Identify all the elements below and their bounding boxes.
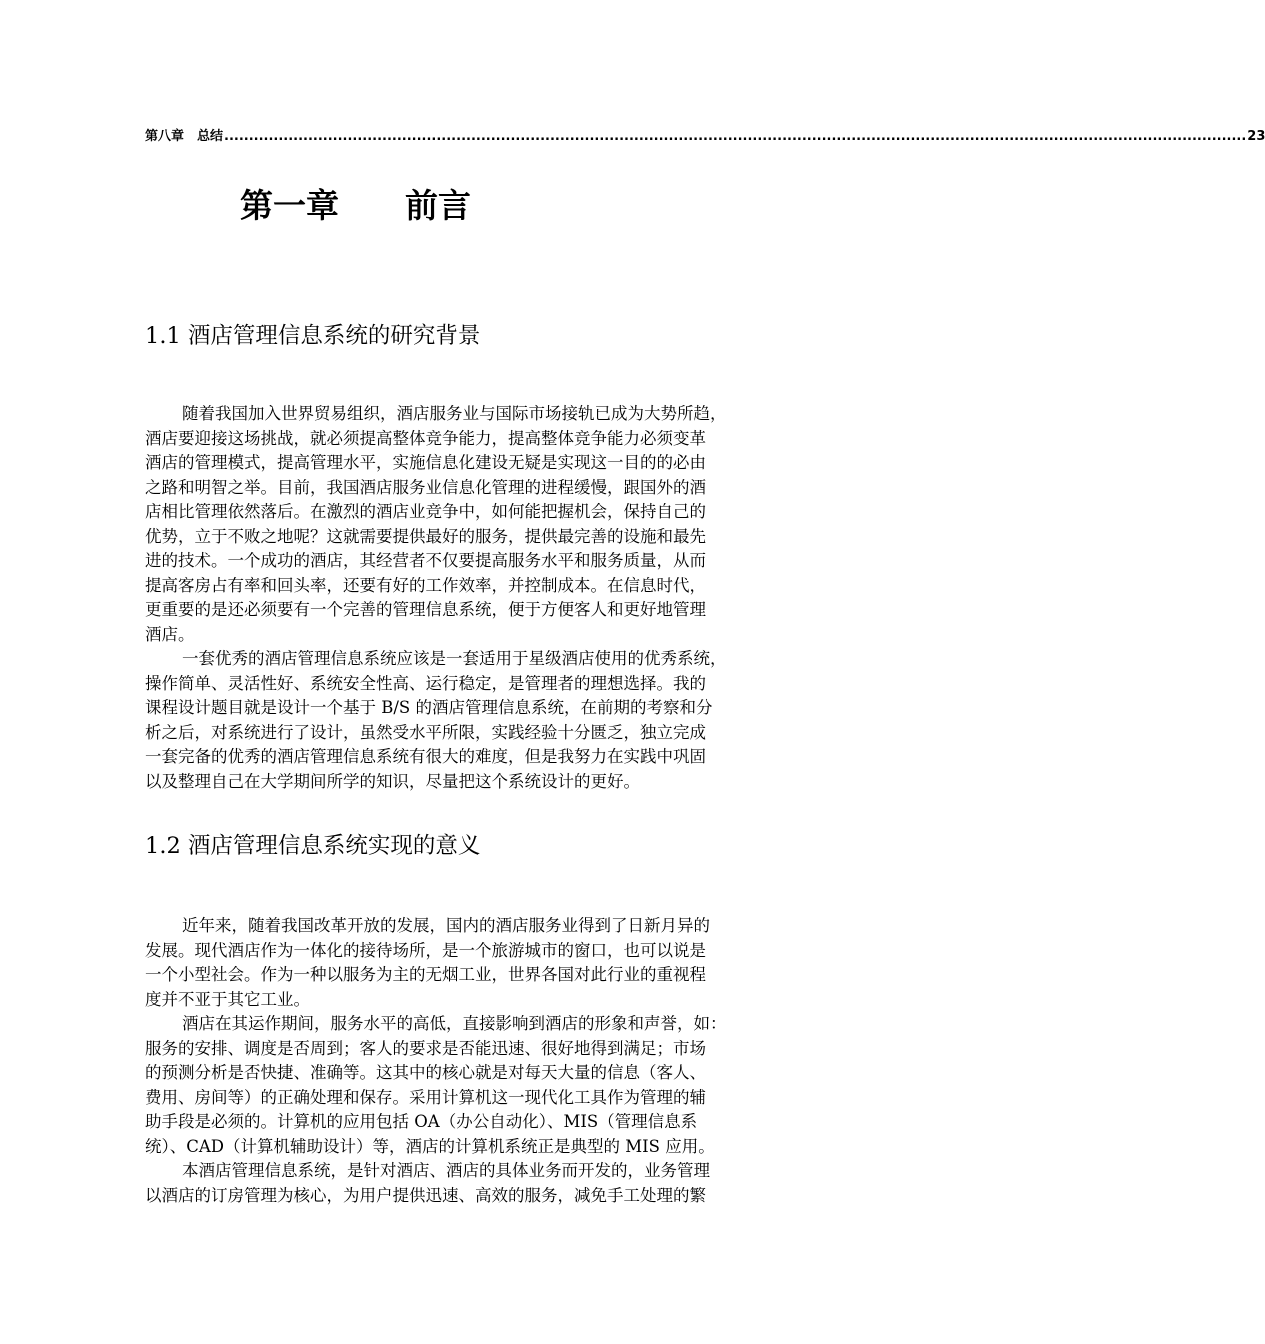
text-line: 一套优秀的酒店管理信息系统应该是一套适用于星级酒店使用的优秀系统， — [182, 649, 727, 668]
toc-page-number: 23 — [1247, 129, 1265, 144]
text-line: 进的技术。一个成功的酒店，其经营者不仅要提高服务水平和服务质量，从而 — [145, 551, 706, 570]
text-line: 度并不亚于其它工业。 — [145, 989, 310, 1009]
paragraph — [145, 402, 825, 647]
text-line: 酒店要迎接这场挑战，就必须提高整体竞争能力，提高整体竞争能力必须变革 — [145, 428, 706, 448]
text-line: 更重要的是还必须要有一个完善的管理信息系统，便于方便客人和更好地管理 — [145, 600, 706, 619]
text-line: 操作简单、灵活性好、系统安全性高、运行稳定，是管理者的理想选择。我的 — [145, 673, 706, 693]
text-line: 店相比管理依然落后。在激烈的酒店业竞争中，如何能把握机会，保持自己的 — [145, 502, 706, 521]
text-line: 随着我国加入世界贸易组织，酒店服务业与国际市场接轨已成为大势所趋， — [182, 404, 727, 423]
text-line: 一套完备的优秀的酒店管理信息系统有很大的难度，但是我努力在实践中巩固 — [145, 747, 706, 766]
text-line: 酒店的管理模式，提高管理水平，实施信息化建设无疑是实现这一目的的必由 — [145, 453, 706, 472]
text-line: 助手段是必须的。计算机的应用包括 OA（办公自动化）、MIS（管理信息系 — [145, 1112, 698, 1131]
text-line: 酒店。 — [145, 624, 195, 644]
text-line: 以酒店的订房管理为核心，为用户提供迅速、高效的服务，减免手工处理的繁 — [145, 1185, 706, 1205]
text-line: 之路和明智之举。目前，我国酒店服务业信息化管理的进程缓慢，跟国外的酒 — [145, 477, 706, 497]
toc-entry-title: 第八章 总结 — [145, 129, 224, 144]
text-line: 酒店在其运作期间，服务水平的高低，直接影响到酒店的形象和声誉，如： — [182, 1014, 727, 1033]
section-body — [145, 402, 825, 794]
text-line: 一个小型社会。作为一种以服务为主的无烟工业，世界各国对此行业的重视程 — [145, 965, 706, 984]
text-line: 费用、房间等）的正确处理和保存。采用计算机这一现代化工具作为管理的辅 — [145, 1087, 706, 1107]
text-line: 析之后，对系统进行了设计，虽然受水平所限，实践经验十分匮乏，独立完成 — [145, 722, 706, 742]
text-line: 优势，立于不败之地呢？这就需要提供最好的服务，提供最完善的设施和最先 — [145, 526, 706, 546]
paragraph — [145, 647, 825, 794]
text-line: 发展。现代酒店作为一体化的接待场所，是一个旅游城市的窗口，也可以说是 — [145, 940, 706, 960]
text-line: 的预测分析是否快捷、准确等。这其中的核心就是对每天大量的信息（客人、 — [145, 1063, 706, 1082]
text-line: 服务的安排、调度是否周到；客人的要求是否能迅速、很好地得到满足；市场 — [145, 1038, 706, 1058]
paragraph — [145, 1159, 825, 1208]
text-line: 提高客房占有率和回头率，还要有好的工作效率，并控制成本。在信息时代， — [145, 575, 706, 595]
chapter-title: 第一章 前言 — [240, 186, 471, 225]
toc-leader-dots: ............................................................................................................................................................................................................... — [224, 129, 1247, 144]
section-body — [145, 914, 825, 1208]
text-line: 近年来，随着我国改革开放的发展，国内的酒店服务业得到了日新月异的 — [182, 916, 710, 935]
text-line: 课程设计题目就是设计一个基于 B/S 的酒店管理信息系统，在前期的考察和分 — [145, 698, 713, 717]
toc-entry[interactable] — [145, 128, 1265, 146]
text-line: 本酒店管理信息系统，是针对酒店、酒店的具体业务而开发的，业务管理 — [182, 1161, 710, 1180]
text-line: 统）、CAD（计算机辅助设计）等，酒店的计算机系统正是典型的 MIS 应用。 — [145, 1136, 715, 1156]
section-title: 1.1 酒店管理信息系统的研究背景 — [145, 323, 481, 349]
section-title: 1.2 酒店管理信息系统实现的意义 — [145, 833, 481, 859]
text-line: 以及整理自己在大学期间所学的知识，尽量把这个系统设计的更好。 — [145, 771, 640, 791]
paragraph — [145, 914, 825, 1012]
paragraph — [145, 1012, 825, 1159]
